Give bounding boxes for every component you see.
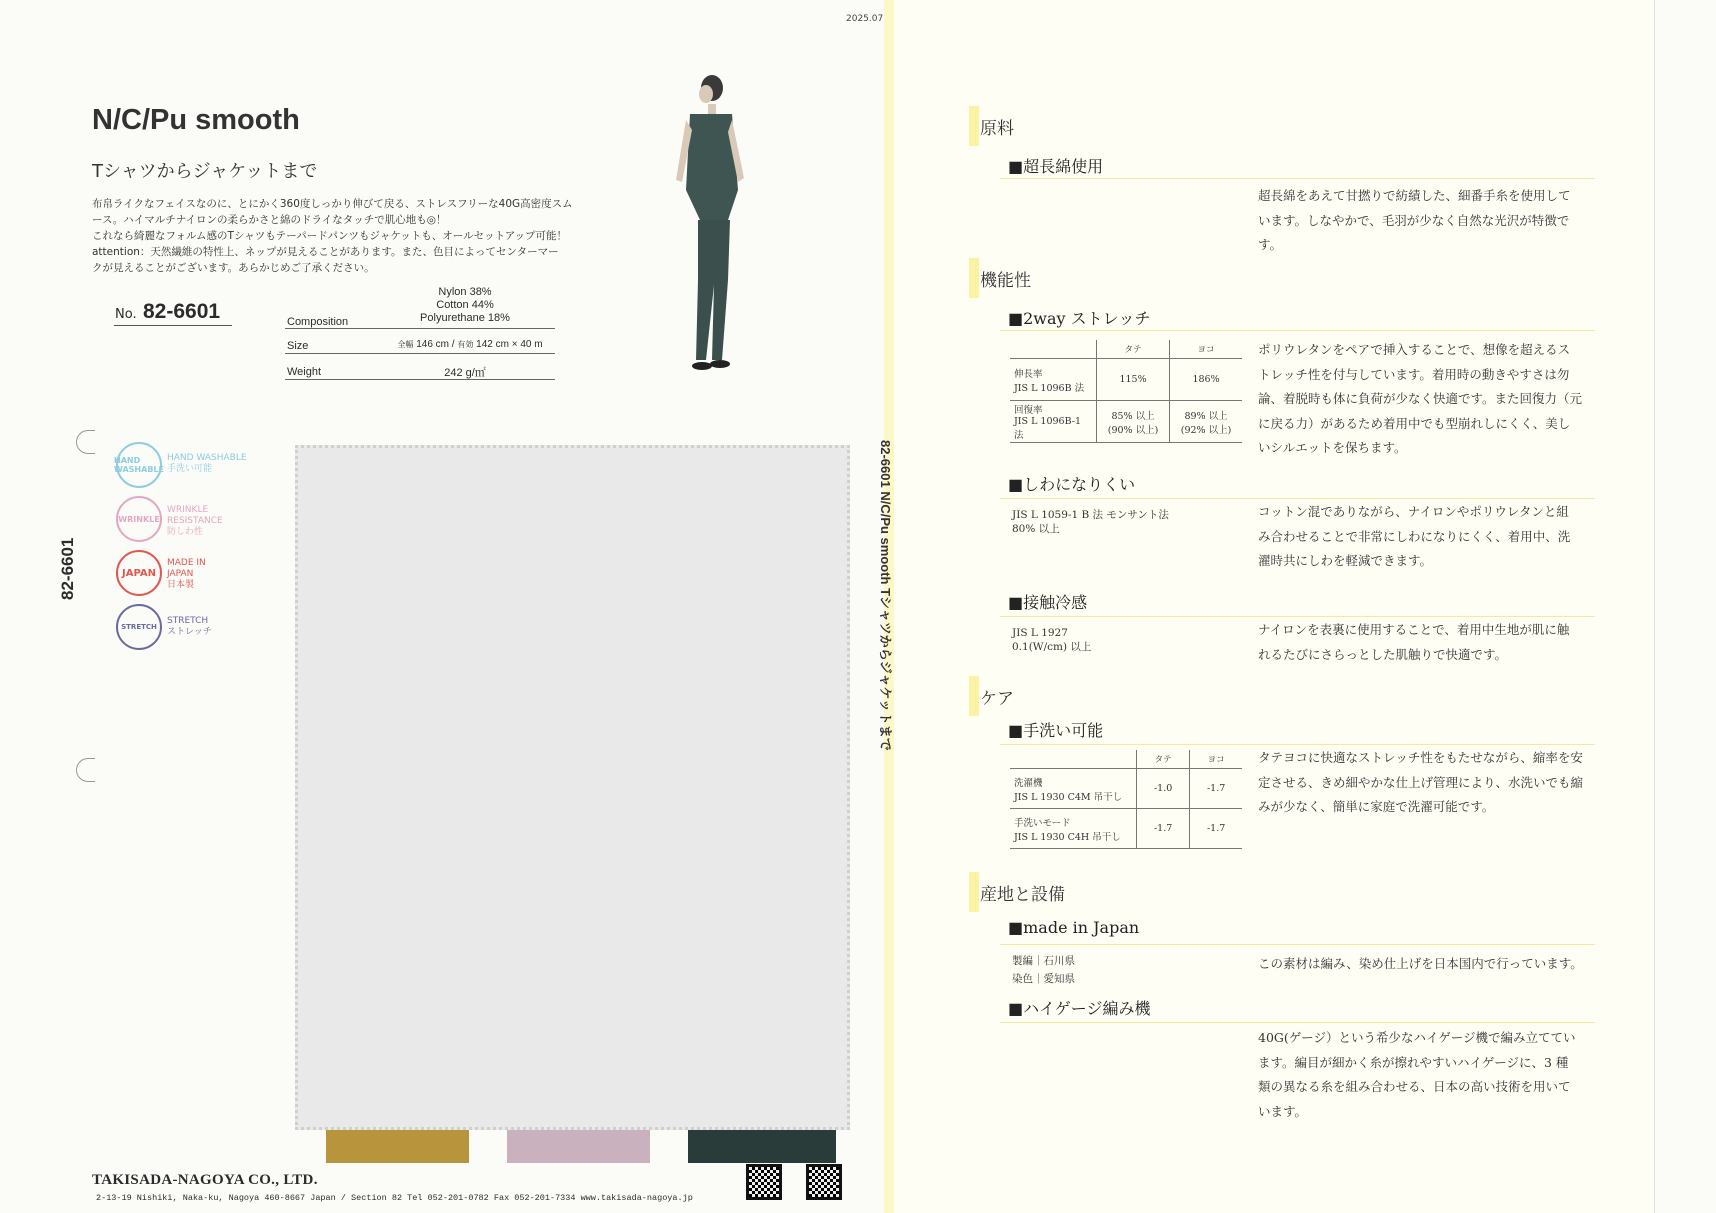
divider [1000,616,1595,617]
text-line: みが少なく、簡単に家庭で洗濯可能です。 [1258,799,1495,814]
product-subtitle: Tシャツからジャケットまで [92,161,318,182]
section-title-function: 機能性 [980,271,1031,291]
subsection-title: ■2way ストレッチ [1008,309,1151,328]
section-marker [969,258,979,298]
table-cell: -1.7 [1190,769,1242,809]
description-line: ース。ハイマルチナイロンの柔らかさと綿のドライなタッチで肌心地も◎！ [92,214,447,226]
size-full: 146 cm / [416,339,455,350]
text-line: タテヨコに快適なストレッチ性をもたせながら、縮率を安 [1258,750,1583,765]
divider [114,325,232,326]
vertical-item-number: 82-6601 [58,537,77,600]
spine-title: 82-6601 N/C/Pu smooth Tシャツからジャケットまで [878,440,893,751]
size-full-label: 全幅 [397,340,414,349]
product-title: N/C/Pu smooth [92,104,300,136]
badge-label [167,453,247,475]
note-line: 0.1(W/cm) 以上 [1012,641,1092,653]
text-line: 定させる、きめ細やかな仕上げ管理により、水洗いでも縮 [1258,774,1584,790]
composition-line: Nylon 38% [438,286,492,298]
row-label [1010,769,1137,809]
subsection-title: ■しわになりくい [1008,475,1136,494]
row-label [1010,809,1137,849]
badge-ja: 防しわ性 [167,527,204,537]
company-address: 2-13-19 Nishiki, Naka-ku, Nagoya 460-8667 Japan / Section 82 Tel 052-201-0782 Fax 052-201-7334 www.takisada-nagoya.jp [96,1193,693,1203]
text-line: トレッチ性を付与しています。着用時の動きやすさは勿 [1258,366,1570,382]
qr-code-icon[interactable] [746,1164,782,1200]
subsection-title: ■ハイゲージ編み機 [1008,999,1151,1018]
badge-label [167,558,212,591]
column-header: ヨコ [1190,750,1242,769]
feature-text [1258,952,1603,977]
feature-text [1258,338,1603,461]
description-line: クが見えることがございます。あらかじめご了承ください。 [92,262,375,274]
section-marker [969,676,979,716]
label-line: JIS L 1096B-1 法 [1014,416,1082,441]
table-cell: 186% [1170,359,1242,401]
stretch-table [1010,340,1242,443]
text-line: います。 [1258,1103,1308,1119]
text-line: いシルエットを保ちます。 [1258,440,1407,455]
badge-label [167,616,212,638]
text-line: ポリウレタンをペアで挿入することで、想像を超えるス [1258,342,1571,357]
subsection-title: ■接触冷感 [1008,593,1088,612]
divider [1000,1022,1595,1023]
model-illustration [640,70,750,400]
badge-en: HAND WASHABLE [167,453,247,463]
divider [1000,178,1595,179]
table-cell: 115% [1097,359,1170,401]
text-line: ます。編目が細かく糸が擦れやすいハイゲージに、3 種 [1258,1054,1569,1070]
row-label [1010,359,1097,401]
label-line: 伸長率 [1014,368,1043,380]
divider [285,328,377,329]
column-header: タテ [1097,340,1170,359]
section-title-care: ケア [980,689,1014,709]
note-line: JIS L 1927 [1012,627,1068,639]
hand-washable-icon: HAND WASHABLE [116,442,162,488]
divider [1000,498,1595,499]
description-line: これなら綺麗なフォルム感のTシャツもテーパードパンツもジャケットも、オールセットアップ可能！ [92,230,568,242]
weight-label: Weight [287,366,322,378]
description-line: attention：天然繊維の特性上、ネップが見えることがあります。また、色目によってセンターマー [92,246,559,258]
text-line: コットン混でありながら、ナイロンやポリウレタンと組 [1258,504,1569,519]
text-line: 濯時共にしわを軽減できます。 [1258,553,1433,568]
issue-date: 2025.07 [846,14,884,24]
column-header: タテ [1137,750,1190,769]
feature-text [1258,500,1603,574]
table-cell: -1.7 [1190,809,1242,849]
label-line: JIS L 1930 C4M 吊干し [1014,791,1123,803]
text-line: 40G(ゲージ）という希少なハイゲージ機で編み立ててい [1258,1030,1576,1045]
subsection-title: ■made in Japan [1008,918,1140,937]
text-line: 論、着脱時も体に負荷が少なく快適です。また回復力（元 [1258,391,1583,406]
composition-line: Polyurethane 18% [420,312,510,324]
size-value [380,339,560,350]
divider [1000,744,1595,745]
item-number: 82-6601 [143,300,221,323]
feature-text [1258,746,1603,820]
divider [375,328,555,329]
divider [285,353,377,354]
label-line: 洗濯機 [1014,777,1043,789]
size-label: Size [287,340,309,352]
section-title-material: 原料 [980,119,1014,139]
label-line: JIS L 1096B 法 [1014,382,1085,394]
subsection-title: ■手洗い可能 [1008,721,1104,740]
qr-code-icon[interactable] [806,1164,842,1200]
note-line: 80% 以上 [1012,523,1060,535]
wrinkle-resistance-icon: WRINKLE [116,496,162,542]
section-title-origin: 産地と設備 [980,885,1065,905]
color-chip [507,1130,650,1163]
text-line: この素材は編み、染め仕上げを日本国内で行っています。 [1258,956,1583,971]
note-line: 染色｜愛知県 [1012,973,1075,985]
text-line: に戻る力）があるため着用中でも型崩れしにくく、美し [1258,415,1571,431]
text-line: み合わせることで非常にしわになりにくく、着用中、洗 [1258,528,1571,544]
feature-text [1258,618,1603,667]
shrinkage-table [1010,750,1242,849]
badge-en: STRETCH [167,616,209,626]
section-marker [969,872,979,912]
label-line: 手洗いモード [1014,817,1071,829]
badge-ja: 日本製 [167,580,195,590]
item-number-label: No. [115,307,137,322]
divider [375,379,555,380]
text-line: す。 [1258,237,1283,252]
note-line: JIS L 1059-1 B 法 モンサント法 [1012,509,1169,521]
made-in-japan-icon: JAPAN [116,550,162,596]
divider [285,379,377,380]
divider [1000,944,1595,945]
text-line: 類の異なる糸を組み合わせる、日本の高い技術を用いて [1258,1079,1571,1094]
page-edge [1654,0,1716,1213]
stretch-icon: STRETCH [116,604,162,650]
test-method [1012,626,1091,654]
test-method [1012,508,1169,536]
fabric-swatch [295,445,850,1130]
feature-text [1258,184,1603,258]
badge-label [167,505,237,538]
note-line: 製編｜石川県 [1012,955,1075,967]
table-cell: -1.0 [1137,769,1190,809]
company-name: TAKISADA-NAGOYA CO., LTD. [92,1172,318,1188]
size-effective: 142 cm × 40 m [476,339,543,350]
badge-en: MADE IN JAPAN [167,558,206,579]
text-line: れるたびにさらっとした肌触りで快適です。 [1258,646,1508,662]
description-line: 布帛ライクなフェイスなのに、とにかく360度しっかり伸びて戻る、ストレスフリーな40G高密度スム [92,198,573,210]
binder-hole [76,430,95,454]
column-header: ヨコ [1170,340,1242,359]
text-line: ナイロンを表裏に使用することで、着用中生地が肌に触 [1258,622,1570,637]
weight-value: 242 g/㎡ [444,367,486,379]
divider [1000,330,1595,331]
label-line: 回復率 [1014,405,1043,416]
badge-en: WRINKLE RESISTANCE [167,505,223,526]
text-line: います。しなやかで、毛羽が少なく自然な光沢が特徴で [1258,212,1570,228]
table-cell: -1.7 [1137,809,1190,849]
size-eff-label: 有効 [457,340,474,349]
color-chip [688,1130,836,1163]
divider [375,353,555,354]
feature-text [1258,1026,1603,1124]
composition-label: Composition [287,316,349,328]
binder-hole [76,758,95,782]
badge-ja: ストレッチ [167,627,212,637]
composition-line: Cotton 44% [436,299,494,311]
product-description [92,196,573,276]
table-cell: 89% 以上 (92% 以上) [1170,401,1242,443]
badge-ja: 手洗い可能 [167,464,213,474]
color-chip [326,1130,469,1163]
production-locations [1012,952,1075,988]
composition-value [375,286,555,325]
section-marker [969,106,979,146]
table-cell: 85% 以上 (90% 以上) [1097,401,1170,443]
label-line: JIS L 1930 C4H 吊干し [1014,831,1121,843]
text-line: 超長綿をあえて甘撚りで紡績した、細番手糸を使用して [1258,188,1571,203]
row-label [1010,401,1097,443]
subsection-title: ■超長綿使用 [1008,157,1104,176]
